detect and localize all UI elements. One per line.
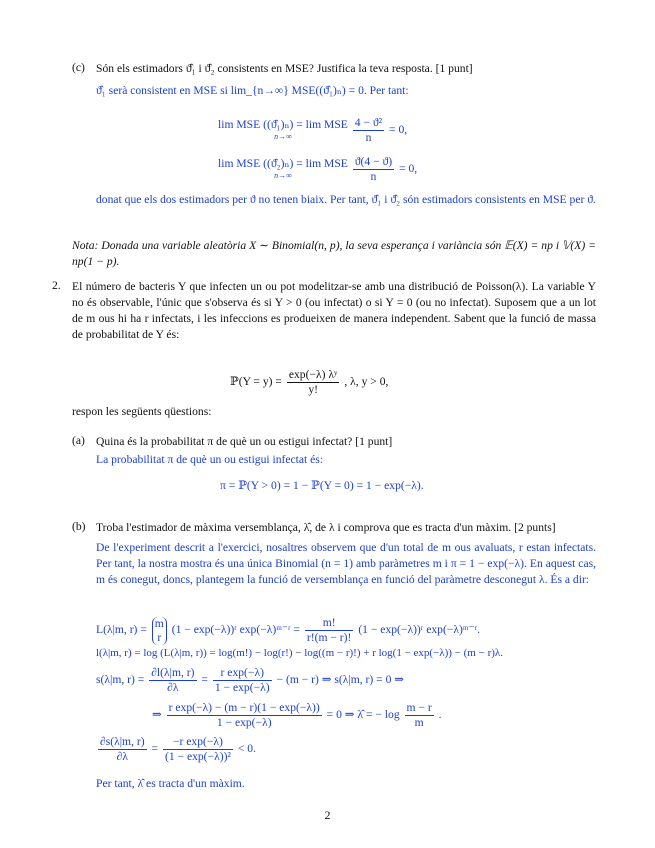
fraction: $\frac{\partial s(\lambda|m, r)}{\partial\lambda}$	[100, 735, 145, 763]
lim-operator: lim MSE ((ϑ̂₂)ₙ) = lim MSE n→∞	[218, 156, 348, 180]
fraction: $\frac{\text{r exp(−λ)}}{1 - \exp(-\lambda)}$	[214, 666, 270, 694]
lim-operator: lim MSE ((ϑ̂₁)ₙ) = lim MSE n→∞	[218, 117, 348, 141]
item-a-label: (a)	[72, 434, 85, 447]
fraction: $\frac{\text{4 − ϑ²}}{n}$	[354, 116, 383, 144]
fraction: $\frac{ϑ(4 - ϑ)}{n}$	[354, 155, 393, 183]
item-b-label: (b)	[72, 520, 86, 533]
mle-solution-equation: ⇒ $\frac{\text{r exp(−λ) − (m − r)(1 − exp(−λ))}}{1 - \exp(-\lambda)}$ = 0 ⇒ λ̂ = − log $\frac{m - r}{m}$ .	[152, 701, 442, 729]
item-a-equation: π = ℙ(Y > 0) = 1 − ℙ(Y = 0) = 1 − exp(−λ).	[220, 479, 424, 492]
fraction: $\frac{\partial l(\lambda|m, r)}{\partial\lambda}$	[151, 666, 195, 694]
item-b-answer: De l'experiment descrit a l'exercici, nosaltres observem que d'un total de m ous avaluats, r estan infectats. Per tant, la nostra mostra és una única Binomial (n = 1) amb paràmetres m i π = 1 − exp(−λ). En aquest cas, m és conegut, doncs, plantegem la funció de versemblança en funció del paràmetre desconegut λ. És a dir:	[96, 541, 596, 586]
pmf-equation: ℙ(Y = y) = $\frac{\text{exp(−λ) λʸ}}{y!}$ , λ, y > 0,	[230, 368, 389, 396]
item-c-conclusion: donat que els dos estimadors per ϑ no tenen biaix. Per tant, ϑ̂₁ i ϑ̂₂ són estimadors consistents en MSE per ϑ.	[96, 193, 596, 206]
respond-text: respon les següents qüestions:	[72, 405, 212, 418]
mse-equation-1: lim MSE ((ϑ̂₁)ₙ) = lim MSE n→∞ $\frac{\text{4 − ϑ²}}{n}$ = 0,	[218, 116, 408, 144]
mse-equation-2: lim MSE ((ϑ̂₂)ₙ) = lim MSE n→∞ $\frac{ϑ(4 - ϑ)}{n}$ = 0,	[218, 155, 418, 183]
fraction: $\frac{m - r}{m}$	[406, 701, 432, 729]
item-c-label: (c)	[72, 61, 85, 74]
fraction: $\frac{\text{exp(−λ) λʸ}}{y!}$	[288, 368, 338, 396]
item-b-question: Troba l'estimador de màxima versemblança, λ̂, de λ i comprova que es tracta d'un màxim. [2 punts]	[96, 521, 556, 534]
fraction: $\frac{m!}{r!(m - r)!}$	[306, 616, 352, 644]
item-a-question: Quina és la probabilitat π de què un ou estigui infectat? [1 punt]	[96, 435, 393, 448]
page-number: 2	[324, 808, 331, 822]
fraction: $\frac{\text{−r exp(−λ)}}{\text{(1 − exp(−λ))²}}$	[164, 735, 231, 763]
item-c-question: Són els estimadors ϑ̂₁ i ϑ̂₂ consistents en MSE? Justifica la teva resposta. [1 punt]	[96, 62, 473, 75]
item-c-answer-intro: ϑ̂₁ serà consistent en MSE si lim_{n→∞} MSE((ϑ̂₁)ₙ) = 0. Per tant:	[96, 84, 409, 97]
likelihood-equation: L(λ|m, r) = m r (1 − exp(−λ))ʳ exp(−λ)ᵐ⁻ʳ = $\frac{m!}{r!(m - r)!}$ (1 − exp(−λ))ʳ exp(−λ)ᵐ⁻ʳ.	[96, 616, 481, 644]
note: Nota: Donada una variable aleatòria X ∼ Binomial(n, p), la seva esperança i variància són 𝔼(X) = np i 𝕍(X) = np(1 − p).	[72, 239, 596, 268]
binomial-coefficient: m r	[152, 617, 167, 645]
log-likelihood-equation: l(λ|m, r) = log (L(λ|m, r)) = log(m!) − log(r!) − log((m − r)!) + r log(1 − exp(−λ)) − (m − r)λ.	[96, 647, 503, 659]
item-b-final: Per tant, λ̂ es tracta d'un màxim.	[96, 777, 245, 790]
question-2-label: 2.	[52, 279, 61, 292]
fraction: $\frac{\text{r exp(−λ) − (m − r)(1 − exp(−λ))}}{1 - \exp(-\lambda)}$	[168, 701, 320, 729]
second-derivative-equation: $\frac{\partial s(\lambda|m, r)}{\partial\lambda}$ = $\frac{\text{−r exp(−λ)}}{\text{(1 − exp(−λ))²}}$ < 0.	[100, 735, 256, 763]
item-a-answer: La probabilitat π de què un ou estigui infectat és:	[96, 453, 324, 466]
question-2-text: El número de bacteris Y que infecten un ou pot modelitzar-se amb una distribució de Poisson(λ). La variable Y no és observable, l'únic que s'observa és si Y > 0 (ou infectat) o si Y = 0 (ou no infectat). Suposem que a un lot de m ous hi ha r infectats, i les infeccions es produeixen de manera independent. Sabent que la funció de massa de probabilitat de Y és:	[72, 280, 596, 341]
score-equation: s(λ|m, r) = $\frac{\partial l(\lambda|m, r)}{\partial\lambda}$ = $\frac{\text{r exp(−λ)}}{1 - \exp(-\lambda)}$ − (m − r) ⇒ s(λ|m, r) = 0 ⇒	[96, 666, 405, 694]
